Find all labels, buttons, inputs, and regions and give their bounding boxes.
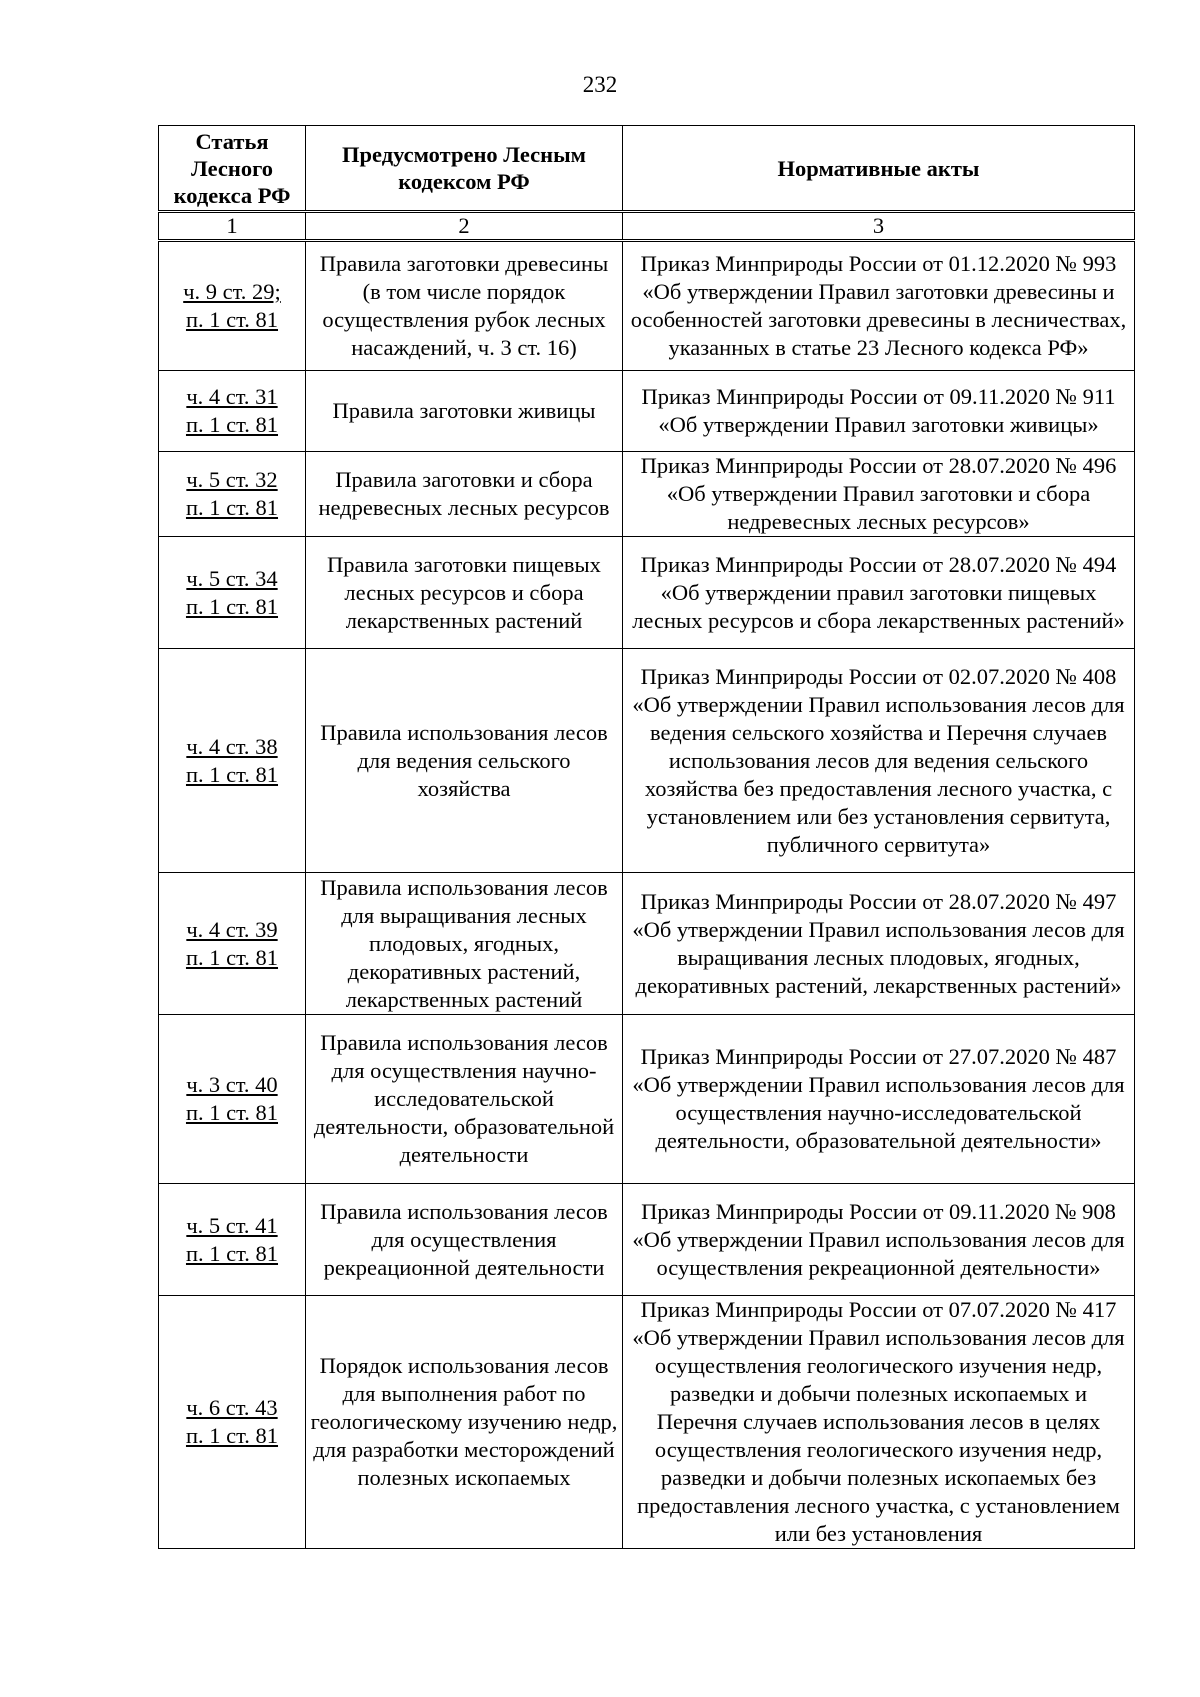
- table-row: [159, 1184, 1135, 1296]
- article-cell: [159, 537, 306, 649]
- article-link[interactable]: п. 1 ст. 81: [185, 412, 279, 437]
- act-cell: Приказ Минприроды России от 09.11.2020 № 911 «Об утверждении Правил заготовки живицы»: [623, 371, 1135, 452]
- article-link[interactable]: ч. 5 ст. 32: [186, 467, 278, 492]
- act-cell: Приказ Минприроды России от 02.07.2020 № 408 «Об утверждении Правил использования лесов для ведения сельского хозяйства и Перечня случаев использования лесов для ведения сельского хозяйства без предоставления лесного участка, с установлением или без установления сервитута, публичного сервитута»: [623, 649, 1135, 873]
- article-link[interactable]: ч. 6 ст. 43: [186, 1395, 278, 1420]
- act-cell: Приказ Минприроды России от 09.11.2020 № 908 «Об утверждении Правил использования лесов для осуществления рекреационной деятельности»: [623, 1184, 1135, 1296]
- table-row: [159, 241, 1135, 371]
- article-link[interactable]: п. 1 ст. 81: [185, 1100, 279, 1125]
- act-cell: Приказ Минприроды России от 01.12.2020 № 993 «Об утверждении Правил заготовки древесины и особенностей заготовки древесины в лесничествах, указанных в статье 23 Лесного кодекса РФ»: [623, 241, 1135, 371]
- column-numbering-row: [159, 212, 1135, 241]
- table-row: [159, 452, 1135, 537]
- provision-cell: Правила заготовки древесины (в том числе порядок осуществления рубок лесных насаждений, ч. 3 ст. 16): [306, 241, 623, 371]
- provision-cell: Правила использования лесов для осуществления рекреационной деятельности: [306, 1184, 623, 1296]
- provision-cell: Правила заготовки пищевых лесных ресурсов и сбора лекарственных растений: [306, 537, 623, 649]
- column-number: 3: [623, 212, 1135, 241]
- article-link[interactable]: п. 1 ст. 81: [185, 307, 279, 332]
- article-link[interactable]: ч. 9 ст. 29;: [183, 279, 281, 304]
- act-cell: Приказ Минприроды России от 28.07.2020 № 496 «Об утверждении Правил заготовки и сбора недревесных лесных ресурсов»: [623, 452, 1135, 537]
- provision-cell: Правила использования лесов для выращивания лесных плодовых, ягодных, декоративных растений, лекарственных растений: [306, 873, 623, 1015]
- column-number: 1: [159, 212, 306, 241]
- article-cell: [159, 1184, 306, 1296]
- table-header-row: [159, 126, 1135, 212]
- article-cell: [159, 1015, 306, 1184]
- article-link[interactable]: ч. 4 ст. 31: [186, 384, 278, 409]
- article-cell: [159, 649, 306, 873]
- article-cell: [159, 452, 306, 537]
- provision-cell: Правила использования лесов для осуществления научно-исследовательской деятельности, образовательной деятельности: [306, 1015, 623, 1184]
- article-link[interactable]: ч. 4 ст. 38: [186, 733, 278, 759]
- article-link[interactable]: п. 1 ст. 81: [185, 1423, 279, 1448]
- header-provision: Предусмотрено Лесным кодексом РФ: [306, 126, 623, 212]
- article-cell: [159, 873, 306, 1015]
- article-link[interactable]: п. 1 ст. 81: [185, 593, 279, 619]
- column-number: 2: [306, 212, 623, 241]
- provision-cell: Правила заготовки и сбора недревесных лесных ресурсов: [306, 452, 623, 537]
- table-row: [159, 649, 1135, 873]
- table-row: [159, 873, 1135, 1015]
- table-row: [159, 371, 1135, 452]
- article-link[interactable]: ч. 4 ст. 39: [186, 916, 278, 942]
- table-row: [159, 537, 1135, 649]
- article-link[interactable]: п. 1 ст. 81: [185, 1240, 279, 1266]
- header-article: Статья Лесного кодекса РФ: [159, 126, 306, 212]
- article-cell: [159, 241, 306, 371]
- act-cell: Приказ Минприроды России от 07.07.2020 № 417 «Об утверждении Правил использования лесов для осуществления геологического изучения недр, разведки и добычи полезных ископаемых и Перечня случаев использования лесов в целях осуществления геологического изучения недр, разведки и добычи полезных ископаемых без предоставления лесного участка, с установлением или без установления: [623, 1296, 1135, 1549]
- article-link[interactable]: ч. 5 ст. 34: [186, 565, 278, 591]
- article-link[interactable]: п. 1 ст. 81: [185, 495, 279, 520]
- article-cell: [159, 371, 306, 452]
- act-cell: Приказ Минприроды России от 27.07.2020 № 487 «Об утверждении Правил использования лесов для осуществления научно-исследовательской деятельности, образовательной деятельности»: [623, 1015, 1135, 1184]
- article-cell: [159, 1296, 306, 1549]
- table-row: [159, 1296, 1135, 1549]
- act-cell: Приказ Минприроды России от 28.07.2020 № 494 «Об утверждении правил заготовки пищевых лесных ресурсов и сбора лекарственных растений»: [623, 537, 1135, 649]
- act-cell: Приказ Минприроды России от 28.07.2020 № 497 «Об утверждении Правил использования лесов для выращивания лесных плодовых, ягодных, декоративных растений, лекарственных растений»: [623, 873, 1135, 1015]
- legal-acts-table: [158, 125, 1135, 1549]
- page-number: 232: [582, 72, 618, 97]
- provision-cell: Правила использования лесов для ведения сельского хозяйства: [306, 649, 623, 873]
- provision-cell: Порядок использования лесов для выполнения работ по геологическому изучению недр, для разработки месторождений полезных ископаемых: [306, 1296, 623, 1549]
- article-link[interactable]: ч. 5 ст. 41: [186, 1212, 278, 1238]
- article-link[interactable]: ч. 3 ст. 40: [186, 1072, 278, 1097]
- article-link[interactable]: п. 1 ст. 81: [185, 761, 279, 787]
- provision-cell: Правила заготовки живицы: [306, 371, 623, 452]
- header-acts: Нормативные акты: [623, 126, 1135, 212]
- article-link[interactable]: п. 1 ст. 81: [185, 944, 279, 970]
- table-row: [159, 1015, 1135, 1184]
